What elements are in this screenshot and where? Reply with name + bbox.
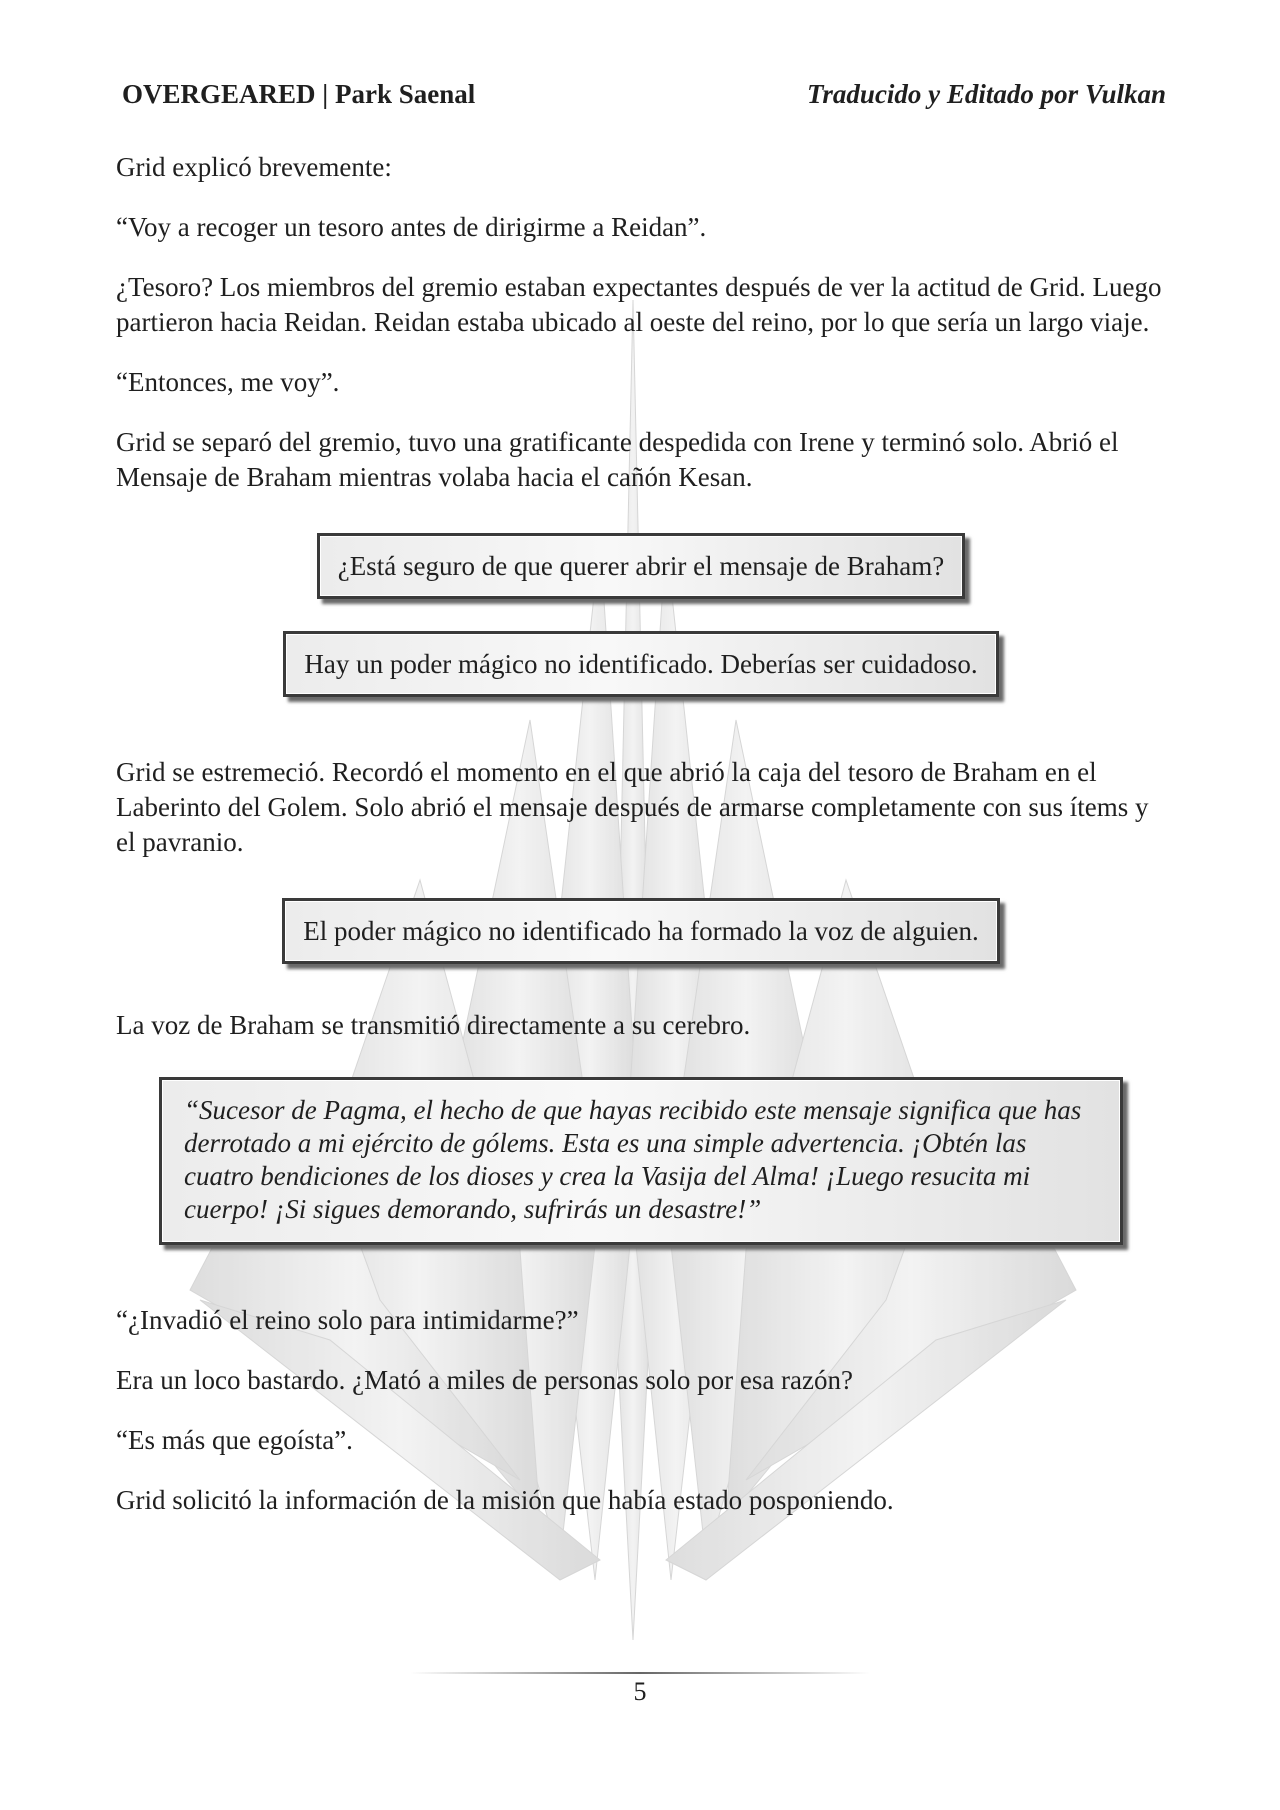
voice-message-wrap bbox=[116, 1077, 1166, 1245]
paragraph: Era un loco bastardo. ¿Mató a miles de personas solo por esa razón? bbox=[116, 1365, 854, 1395]
voice-message-box: “Sucesor de Pagma, el hecho de que hayas recibido este mensaje significa que has derrotado a mi ejército de gólems. Esta es una simple advertencia. ¡Obtén las cuatro bendiciones de los dioses y crea la Vasija del Alma! ¡Luego resucita mi cuerpo! ¡Si sigues demorando, sufrirás un desastre!” bbox=[159, 1077, 1123, 1245]
paragraph: “Entonces, me voy”. bbox=[116, 367, 340, 397]
paragraph: Grid solicitó la información de la misión que había estado posponiendo. bbox=[116, 1485, 894, 1515]
system-message-box: ¿Está seguro de que querer abrir el mensaje de Braham? bbox=[317, 533, 965, 599]
page-header bbox=[122, 74, 1166, 114]
system-message-box: El poder mágico no identificado ha formado la voz de alguien. bbox=[282, 898, 1000, 964]
paragraph: ¿Tesoro? Los miembros del gremio estaban expectantes después de ver la actitud de Grid. Luego partieron hacia Reidan. Reidan estaba ubicado al oeste del reino, por lo que sería un largo viaje. bbox=[116, 272, 1162, 337]
paragraph: “Voy a recoger un tesoro antes de dirigirme a Reidan”. bbox=[116, 212, 707, 242]
paragraph: “Es más que egoísta”. bbox=[116, 1425, 353, 1455]
header-translator-credit: Traducido y Editado por Vulkan bbox=[806, 78, 1166, 109]
page-number: 5 bbox=[633, 1677, 647, 1706]
paragraph: Grid se separó del gremio, tuvo una gratificante despedida con Irene y terminó solo. Abrió el Mensaje de Braham mientras volaba hacia el cañón Kesan. bbox=[116, 427, 1119, 492]
paragraph: “¿Invadió el reino solo para intimidarme?” bbox=[116, 1305, 579, 1335]
system-message-wrap bbox=[116, 898, 1166, 964]
system-message-box: Hay un poder mágico no identificado. Deberías ser cuidadoso. bbox=[283, 631, 998, 697]
page-body bbox=[116, 150, 1166, 1543]
paragraph: Grid explicó brevemente: bbox=[116, 152, 392, 182]
header-book-title: OVERGEARED | Park Saenal bbox=[122, 78, 476, 109]
paragraph: La voz de Braham se transmitió directamente a su cerebro. bbox=[116, 1010, 751, 1040]
paragraph: Grid se estremeció. Recordó el momento en el que abrió la caja del tesoro de Braham en el Laberinto del Golem. Solo abrió el mensaje después de armarse completamente con sus ítems y el pavranio. bbox=[116, 757, 1149, 857]
system-message-wrap bbox=[116, 533, 1166, 599]
system-message-wrap bbox=[116, 631, 1166, 697]
